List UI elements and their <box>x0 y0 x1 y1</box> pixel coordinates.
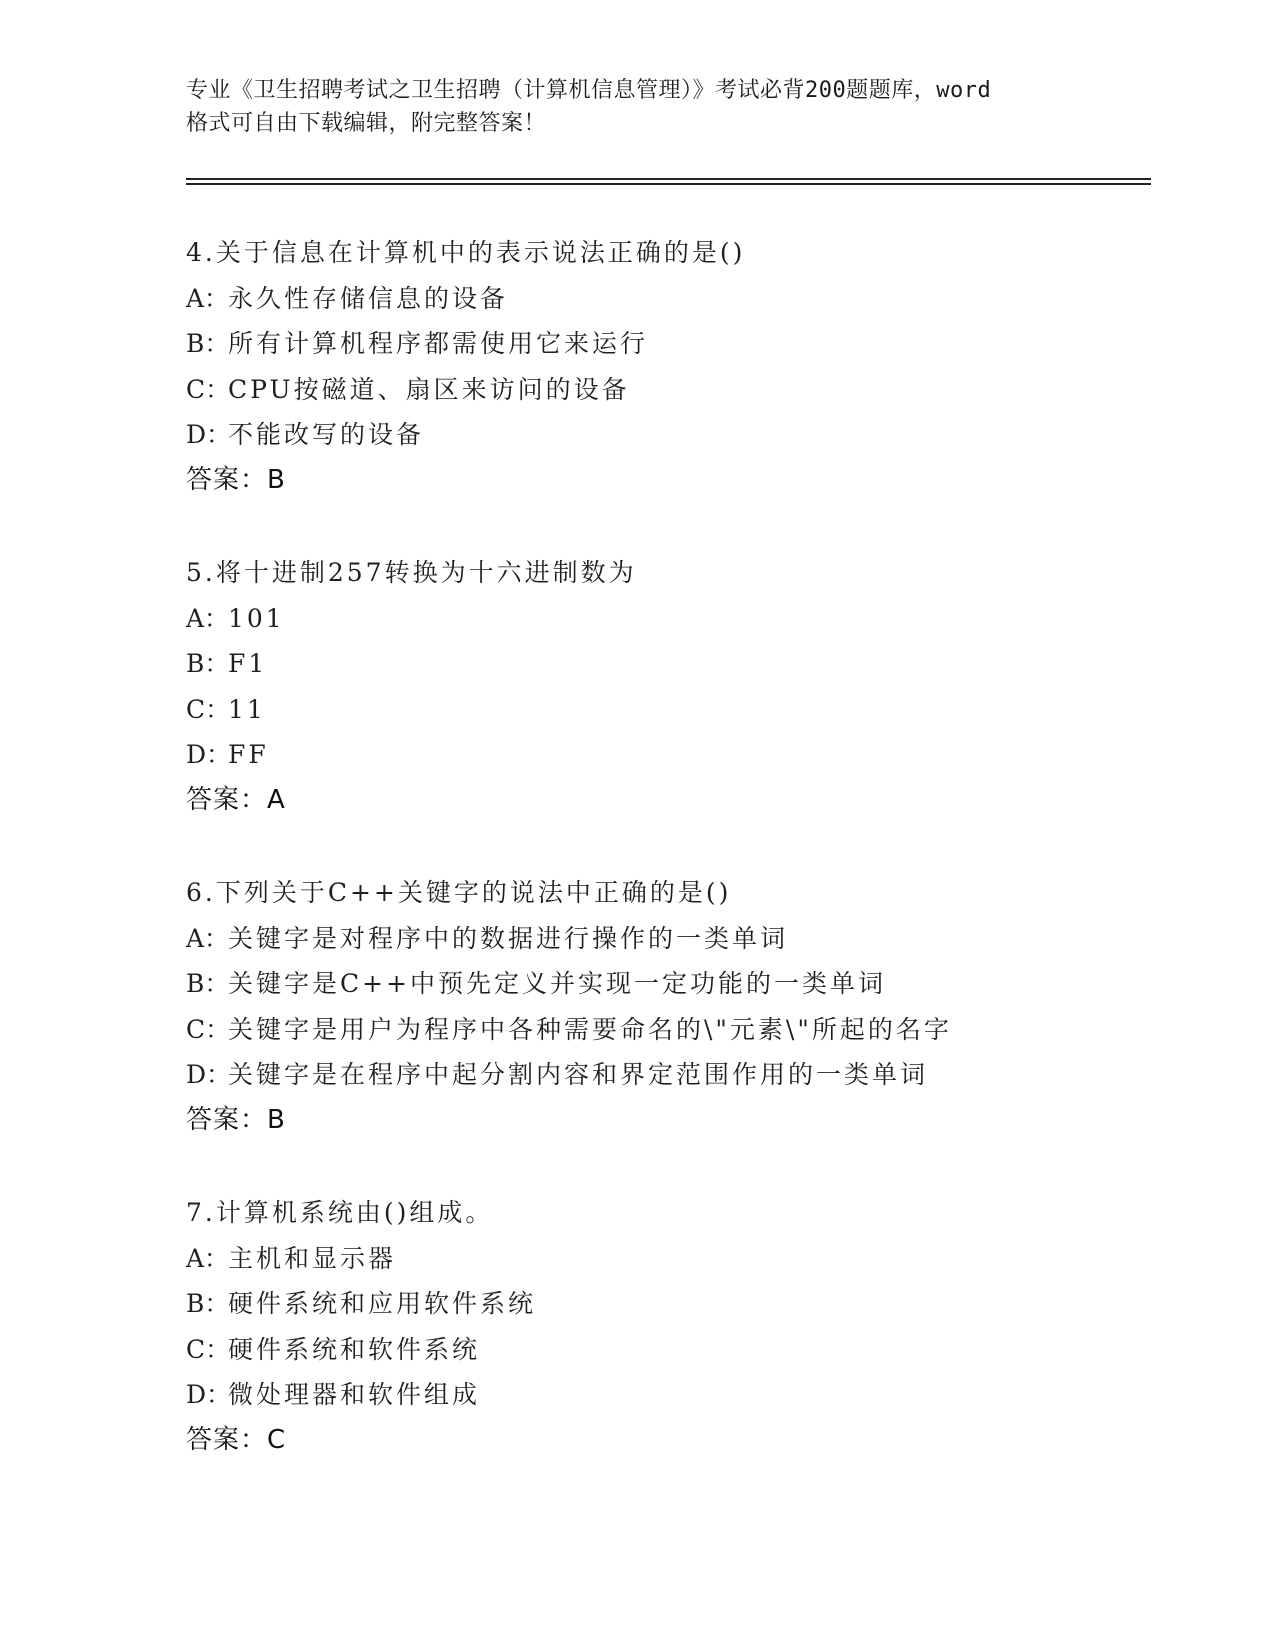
option-a <box>186 596 1186 642</box>
option-key: C： <box>186 374 231 404</box>
option-text: CPU按磁道、扇区来访问的设备 <box>228 374 630 404</box>
option-text: 微处理器和软件组成 <box>228 1380 481 1409</box>
option-text: 硬件系统和应用软件系统 <box>228 1289 537 1318</box>
question-stem: 5.将十进制257转换为十六进制数为 <box>186 558 637 587</box>
header-line-2: 格式可自由下载编辑，附完整答案！ <box>186 111 547 136</box>
question-item <box>186 550 1186 823</box>
question-list <box>186 230 1186 1510</box>
option-b <box>186 961 1186 1007</box>
option-key: D： <box>186 1060 232 1089</box>
option-key: B： <box>186 329 230 358</box>
option-text: 所有计算机程序都需使用它来运行 <box>228 329 649 358</box>
option-a <box>186 1236 1186 1282</box>
option-key: C： <box>186 1334 231 1364</box>
answer-line: 答案：B <box>186 1104 286 1135</box>
option-key: A： <box>186 1243 230 1273</box>
option-key: D： <box>186 1380 232 1409</box>
option-d <box>186 412 1186 458</box>
question-stem: 4.关于信息在计算机中的表示说法正确的是() <box>186 238 746 267</box>
option-text: 主机和显示器 <box>228 1243 397 1273</box>
option-b <box>186 641 1186 687</box>
option-text: 101 <box>228 603 285 633</box>
option-text: 硬件系统和软件系统 <box>228 1334 481 1364</box>
option-key: B： <box>186 1289 230 1318</box>
option-text: 关键字是用户为程序中各种需要命名的\"元素\"所起的名字 <box>228 1014 952 1044</box>
question-stem: 6.下列关于C++关键字的说法中正确的是() <box>186 878 732 907</box>
option-key: C： <box>186 1014 231 1044</box>
option-d <box>186 732 1186 778</box>
header-divider-top <box>186 178 1151 180</box>
option-c <box>186 687 1186 733</box>
option-key: A： <box>186 283 230 313</box>
document-header <box>186 74 1086 140</box>
option-c <box>186 367 1186 413</box>
option-key: A： <box>186 603 230 633</box>
option-key: A： <box>186 923 230 953</box>
option-text: 关键字是C++中预先定义并实现一定功能的一类单词 <box>228 969 887 998</box>
option-text: 不能改写的设备 <box>228 420 425 449</box>
header-divider-bottom <box>186 183 1151 185</box>
answer-line: 答案：A <box>186 784 286 815</box>
option-c <box>186 1007 1186 1053</box>
question-item <box>186 230 1186 503</box>
option-text: FF <box>228 740 269 769</box>
option-b <box>186 321 1186 367</box>
option-d <box>186 1372 1186 1418</box>
option-text: 关键字是在程序中起分割内容和界定范围作用的一类单词 <box>228 1060 929 1089</box>
option-b <box>186 1281 1186 1327</box>
option-d <box>186 1052 1186 1098</box>
question-item <box>186 870 1186 1143</box>
option-key: B： <box>186 969 230 998</box>
option-key: D： <box>186 740 232 769</box>
option-text: 永久性存储信息的设备 <box>228 283 509 313</box>
question-item <box>186 1190 1186 1463</box>
option-a <box>186 916 1186 962</box>
header-line-1: 专业《卫生招聘考试之卫生招聘（计算机信息管理）》考试必背200题题库，word <box>186 78 992 103</box>
option-key: C： <box>186 694 231 724</box>
option-text: 关键字是对程序中的数据进行操作的一类单词 <box>228 923 789 953</box>
option-a <box>186 276 1186 322</box>
question-stem: 7.计算机系统由()组成。 <box>186 1198 494 1227</box>
option-text: 11 <box>228 694 266 724</box>
option-c <box>186 1327 1186 1373</box>
option-key: D： <box>186 420 232 449</box>
answer-line: 答案：C <box>186 1424 287 1455</box>
option-key: B： <box>186 649 230 678</box>
answer-line: 答案：B <box>186 464 286 495</box>
option-text: F1 <box>228 649 268 678</box>
